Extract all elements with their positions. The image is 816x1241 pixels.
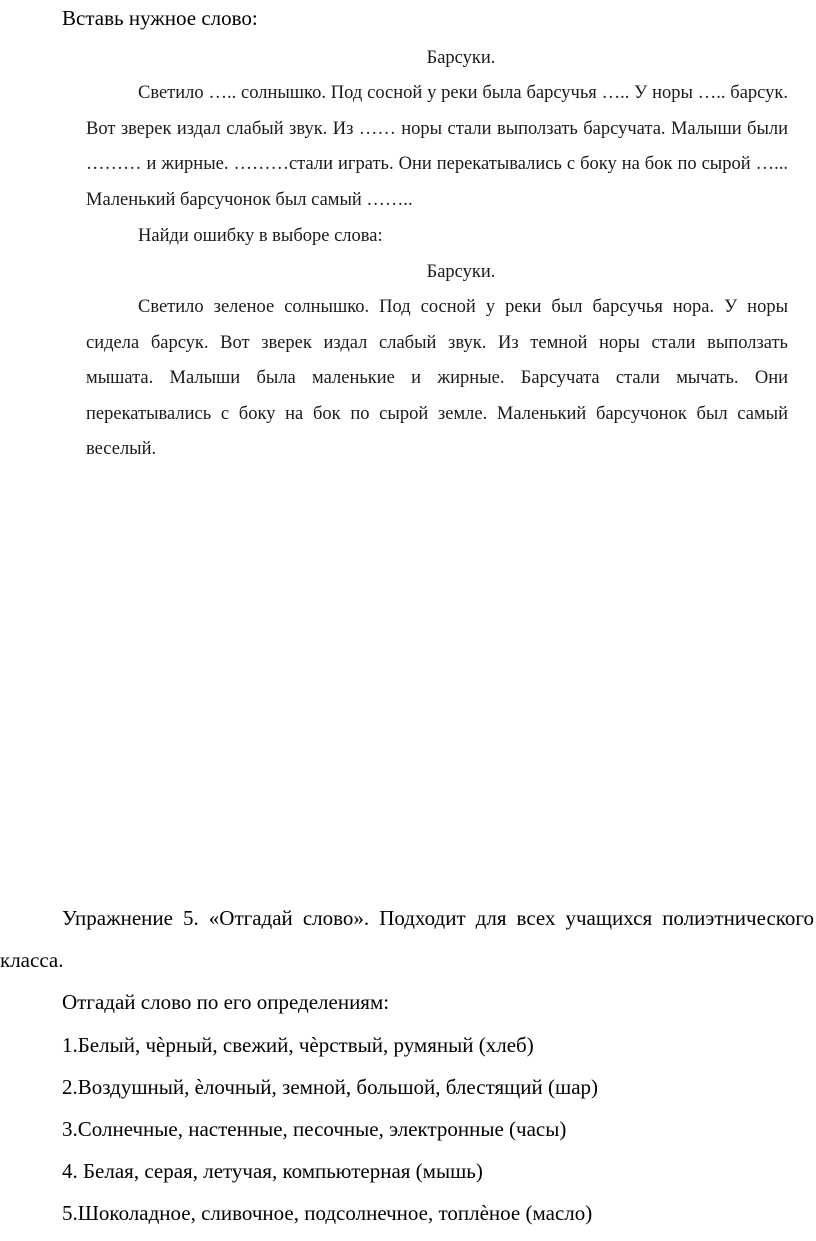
figure-instruction: Найди ошибку в выборе слова: bbox=[138, 226, 383, 246]
list-item: 1.Белый, чѐрный, свежий, чѐрствый, румяный (хлеб) bbox=[62, 1032, 534, 1057]
list-item: 2.Воздушный, ѐлочный, земной, большой, блестящий (шар) bbox=[62, 1074, 599, 1099]
list-item: 4. Белая, серая, летучая, компьютерная (мышь) bbox=[62, 1159, 483, 1184]
figure-heading-1: Барсуки. bbox=[426, 48, 496, 68]
figure-heading-2: Барсуки. bbox=[426, 262, 496, 282]
embedded-text-image bbox=[60, 40, 790, 459]
list-item: 3.Солнечные, настенные, песочные, электронные (часы) bbox=[62, 1117, 567, 1142]
list-item: 5.Шоколадное, сливочное, подсолнечное, топлѐное (масло) bbox=[62, 1201, 593, 1226]
page-title: Вставь нужное слово: bbox=[62, 6, 258, 30]
exercise-section bbox=[0, 897, 816, 1235]
exercise-intro: Упражнение 5. «Отгадай слово». Подходит для всех учащихся полиэтнического класса. bbox=[0, 906, 814, 973]
exercise-task: Отгадай слово по его определениям: bbox=[62, 990, 390, 1015]
figure-paragraph-2: Светило зеленое солнышко. Под сосной у реки был барсучья нора. У норы сидела барсук. Вот зверек издал слабый звук. Из темной норы стали выползать мышата. Малыши была маленькие и жирные. Барсучата стали мычать. Они перекатывались с боку на бок по сырой земле. Маленький барсучонок был самый веселый. bbox=[86, 297, 788, 459]
figure-paragraph-1: Светило ….. солнышко. Под сосной у реки была барсучья ….. У норы ….. барсук. Вот зверек издал слабый звук. Из …… норы стали выползать барсучата. Малыши были ……… и жирные. ………стали играть. Они перекатывались с боку на бок по сырой …... Маленький барсучонок был самый …….. bbox=[86, 83, 788, 210]
